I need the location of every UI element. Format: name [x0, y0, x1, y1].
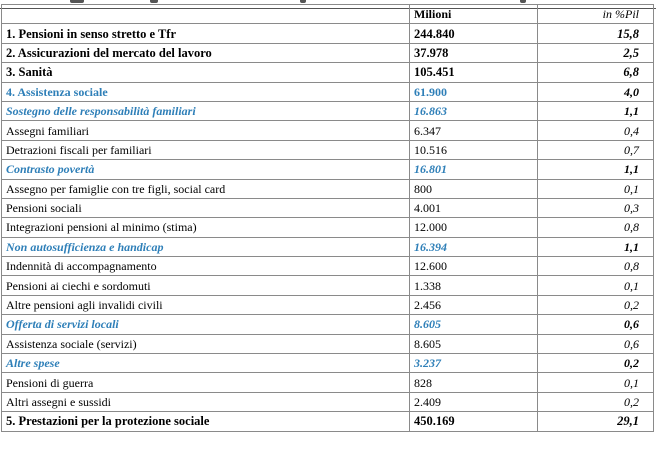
table-row [2, 276, 654, 295]
row-milioni: 6.347 [410, 121, 538, 140]
row-label: Altre pensioni agli invalidi civili [2, 295, 410, 314]
table-row [2, 315, 654, 334]
table-row [2, 101, 654, 120]
row-pil: 0,7 [538, 140, 654, 159]
table-row [2, 43, 654, 62]
row-pil: 0,1 [538, 179, 654, 198]
row-label: Assegno per famiglie con tre figli, social card [2, 179, 410, 198]
table-row [2, 295, 654, 314]
row-pil: 15,8 [538, 24, 654, 43]
row-label: 5. Prestazioni per la protezione sociale [2, 412, 410, 431]
row-pil: 0,2 [538, 354, 654, 373]
table-row [2, 82, 654, 101]
row-milioni: 37.978 [410, 43, 538, 62]
row-label: 4. Assistenza sociale [2, 82, 410, 101]
row-milioni: 105.451 [410, 63, 538, 82]
table-row [2, 412, 654, 431]
table-row [2, 140, 654, 159]
row-label: Detrazioni fiscali per familiari [2, 140, 410, 159]
table-row [2, 63, 654, 82]
table-row [2, 121, 654, 140]
row-label: 1. Pensioni in senso stretto e Tfr [2, 24, 410, 43]
table-body [2, 24, 654, 431]
row-label: Assistenza sociale (servizi) [2, 334, 410, 353]
row-label: Altre spese [2, 354, 410, 373]
table-row [2, 198, 654, 217]
social-protection-table [1, 4, 654, 432]
row-pil: 0,6 [538, 315, 654, 334]
table-row [2, 218, 654, 237]
row-pil: 0,1 [538, 373, 654, 392]
row-milioni: 61.900 [410, 82, 538, 101]
row-label: Offerta di servizi locali [2, 315, 410, 334]
row-pil: 6,8 [538, 63, 654, 82]
row-milioni: 244.840 [410, 24, 538, 43]
row-milioni: 4.001 [410, 198, 538, 217]
row-milioni: 8.605 [410, 334, 538, 353]
row-label: 2. Assicurazioni del mercato del lavoro [2, 43, 410, 62]
row-pil: 0,2 [538, 295, 654, 314]
table-row [2, 24, 654, 43]
row-pil: 0,6 [538, 334, 654, 353]
table-row [2, 334, 654, 353]
row-pil: 4,0 [538, 82, 654, 101]
row-milioni: 2.409 [410, 392, 538, 411]
header-milioni: Milioni [410, 5, 538, 24]
row-milioni: 3.237 [410, 354, 538, 373]
row-label: Sostegno delle responsabilità familiari [2, 101, 410, 120]
row-milioni: 8.605 [410, 315, 538, 334]
row-label: Pensioni di guerra [2, 373, 410, 392]
row-pil: 0,8 [538, 218, 654, 237]
table-row [2, 392, 654, 411]
row-pil: 1,1 [538, 237, 654, 256]
row-label: Indennità di accompagnamento [2, 257, 410, 276]
row-milioni: 16.863 [410, 101, 538, 120]
header-label [2, 5, 410, 24]
row-label: Assegni familiari [2, 121, 410, 140]
row-label: Contrasto povertà [2, 160, 410, 179]
row-label: Integrazioni pensioni al minimo (stima) [2, 218, 410, 237]
row-label: 3. Sanità [2, 63, 410, 82]
row-label: Non autosufficienza e handicap [2, 237, 410, 256]
table-row [2, 373, 654, 392]
row-pil: 2,5 [538, 43, 654, 62]
table-row [2, 257, 654, 276]
row-pil: 0,4 [538, 121, 654, 140]
table-row [2, 354, 654, 373]
row-milioni: 800 [410, 179, 538, 198]
row-milioni: 16.801 [410, 160, 538, 179]
table-row [2, 160, 654, 179]
table-row [2, 179, 654, 198]
table-row [2, 237, 654, 256]
row-pil: 1,1 [538, 101, 654, 120]
row-milioni: 12.000 [410, 218, 538, 237]
row-pil: 29,1 [538, 412, 654, 431]
row-pil: 0,8 [538, 257, 654, 276]
row-label: Altri assegni e sussidi [2, 392, 410, 411]
row-pil: 0,2 [538, 392, 654, 411]
row-milioni: 1.338 [410, 276, 538, 295]
header-pil: in %Pil [538, 5, 654, 24]
row-milioni: 12.600 [410, 257, 538, 276]
row-pil: 1,1 [538, 160, 654, 179]
row-label: Pensioni sociali [2, 198, 410, 217]
row-milioni: 450.169 [410, 412, 538, 431]
row-milioni: 2.456 [410, 295, 538, 314]
row-milioni: 828 [410, 373, 538, 392]
row-milioni: 10.516 [410, 140, 538, 159]
table-header-row [2, 5, 654, 24]
row-pil: 0,1 [538, 276, 654, 295]
row-milioni: 16.394 [410, 237, 538, 256]
row-pil: 0,3 [538, 198, 654, 217]
row-label: Pensioni ai ciechi e sordomuti [2, 276, 410, 295]
